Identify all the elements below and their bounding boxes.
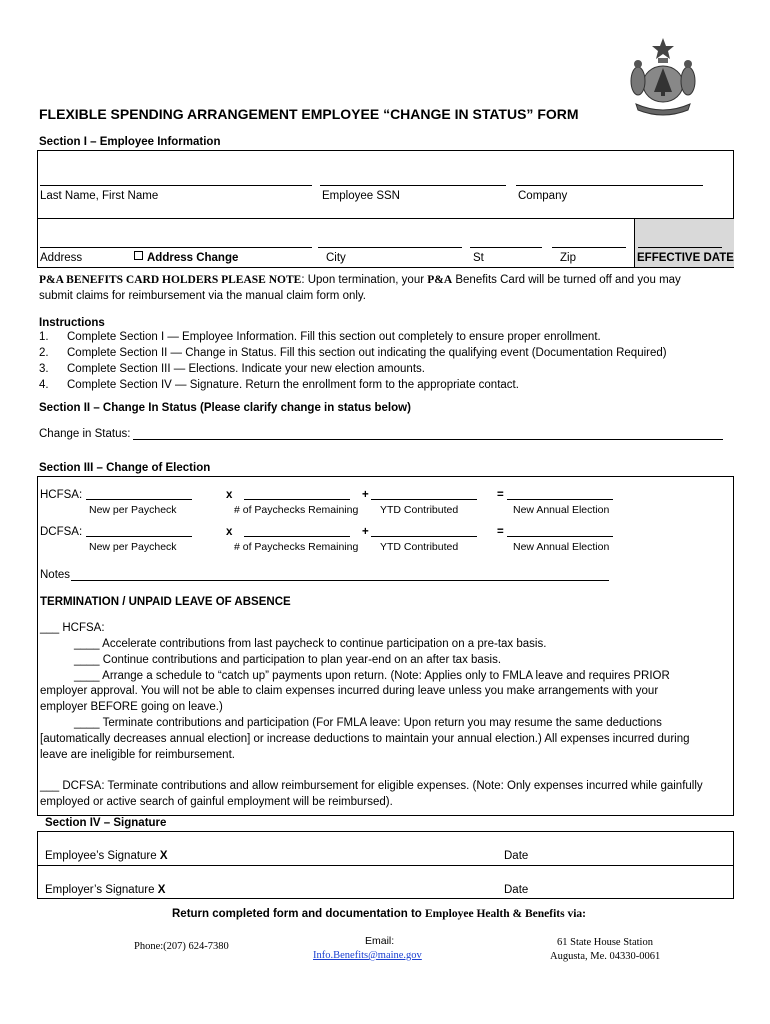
instruction-text-3: Complete Section III — Elections. Indicate your new election amounts.	[67, 363, 425, 375]
effective-date-label: EFFECTIVE DATE	[637, 252, 734, 264]
hcfsa-ytd-field[interactable]	[371, 499, 477, 500]
dcfsa-label: DCFSA:	[40, 526, 83, 538]
instructions-heading: Instructions	[39, 317, 105, 329]
dcfsa-paychecks-field[interactable]	[244, 536, 350, 537]
employer-signature-label: Employer’s Signature	[45, 884, 158, 896]
hcfsa-plus: +	[362, 489, 369, 501]
return-instructions	[172, 907, 586, 921]
hcfsa-paychecks-label: # of Paychecks Remaining	[234, 504, 359, 516]
dcfsa-equals: =	[497, 526, 504, 538]
termination-opt3-b: employer approval. You will not be able to claim expenses incurred during leave unless you make arrangements with your	[40, 685, 659, 697]
dcfsa-ytd-field[interactable]	[371, 536, 477, 537]
employer-date-label[interactable]: Date	[504, 884, 529, 896]
address-change-checkbox[interactable]	[134, 251, 238, 265]
termination-hcfsa[interactable]: ___ HCFSA:	[40, 622, 105, 634]
dcfsa-plus: +	[362, 526, 369, 538]
termination-opt4-c: leave are ineligible for reimbursement.	[40, 749, 235, 761]
ssn-label: Employee SSN	[322, 190, 400, 202]
hcfsa-equals: =	[497, 489, 504, 501]
name-field[interactable]	[40, 185, 312, 186]
change-status-field[interactable]	[133, 439, 723, 440]
return-org: Employee Health & Benefits via:	[425, 908, 586, 920]
employer-signature-field[interactable]	[45, 883, 165, 897]
address-change-label: Address Change	[147, 252, 239, 264]
company-label: Company	[518, 190, 568, 202]
employee-signature-label: Employee’s Signature	[45, 850, 160, 862]
pa-note-line2: submit claims for reimbursement via the manual claim form only.	[39, 290, 367, 302]
pa-note	[39, 273, 681, 287]
hcfsa-label: HCFSA:	[40, 489, 83, 501]
termination-opt3-c: employer BEFORE going on leave.)	[40, 701, 223, 713]
instruction-text-2: Complete Section II — Change in Status. Fill this section out indicating the qualifying event (Documentation Required)	[67, 347, 667, 359]
dcfsa-per-paycheck-field[interactable]	[86, 536, 192, 537]
return-text: Return completed form and documentation to	[172, 908, 426, 920]
hcfsa-annual-label: New Annual Election	[513, 504, 610, 516]
zip-field[interactable]	[552, 247, 626, 248]
email-link[interactable]: Info.Benefits@maine.gov	[313, 950, 422, 961]
hcfsa-per-paycheck-field[interactable]	[86, 499, 192, 500]
state-label: St	[473, 252, 484, 264]
termination-heading: TERMINATION / UNPAID LEAVE OF ABSENCE	[40, 596, 291, 608]
form-title: FLEXIBLE SPENDING ARRANGEMENT EMPLOYEE “CHANGE IN STATUS” FORM	[39, 106, 579, 122]
section3-heading: Section III – Change of Election	[39, 462, 211, 474]
hcfsa-ytd-label: YTD Contributed	[380, 504, 459, 516]
checkbox-icon[interactable]	[134, 251, 143, 260]
instruction-num-4: 4.	[39, 379, 49, 391]
dcfsa-annual-label: New Annual Election	[513, 541, 610, 553]
city-field[interactable]	[318, 247, 462, 248]
notes-label: Notes	[40, 569, 71, 581]
termination-dcfsa-a[interactable]: ___ DCFSA: Terminate contributions and allow reimbursement for eligible expenses. (Note: Only expenses incurred while gainfully	[40, 780, 703, 792]
notes-field[interactable]	[71, 580, 609, 581]
footer-email-label: Email:	[365, 935, 395, 947]
section1-heading: Section I – Employee Information	[39, 136, 221, 148]
dcfsa-annual-field[interactable]	[507, 536, 613, 537]
pa-note-bold: P&A BENEFITS CARD HOLDERS PLEASE NOTE	[39, 274, 302, 286]
footer-email-link[interactable]	[313, 949, 422, 963]
address-field[interactable]	[40, 247, 312, 248]
ssn-field[interactable]	[320, 185, 506, 186]
termination-opt3-a[interactable]: ____ Arrange a schedule to “catch up” payments upon return. (Note: Applies only to FMLA leave and requires PRIOR	[74, 670, 670, 682]
hcfsa-per-paycheck-label: New per Paycheck	[89, 504, 177, 516]
pa-note-pa: P&A	[427, 274, 453, 286]
maine-state-seal-icon	[628, 36, 698, 116]
employer-signature-x: X	[157, 884, 166, 896]
company-field[interactable]	[516, 185, 703, 186]
hcfsa-paychecks-field[interactable]	[244, 499, 350, 500]
change-status-label: Change in Status:	[39, 428, 131, 440]
hcfsa-annual-field[interactable]	[507, 499, 613, 500]
pa-note-text1: : Upon termination, your	[301, 274, 428, 286]
dcfsa-times: x	[226, 526, 233, 538]
pa-note-text2: Benefits Card will be turned off and you may	[452, 274, 681, 286]
name-label: Last Name, First Name	[40, 190, 159, 202]
effective-date-field[interactable]	[638, 247, 722, 248]
termination-opt1[interactable]: ____ Accelerate contributions from last paycheck to continue participation on a pre-tax basis.	[74, 638, 547, 650]
termination-opt2[interactable]: ____ Continue contributions and participation to plan year-end on an after tax basis.	[74, 654, 502, 666]
footer-phone: Phone:(207) 624-7380	[134, 941, 229, 952]
dcfsa-per-paycheck-label: New per Paycheck	[89, 541, 177, 553]
address-label: Address	[40, 252, 83, 264]
city-label: City	[326, 252, 346, 264]
termination-dcfsa-b: employed or active search of gainful employment will be reimbursed).	[40, 796, 393, 808]
footer-address2: Augusta, Me. 04330-0061	[550, 951, 661, 962]
instruction-num-2: 2.	[39, 347, 49, 359]
dcfsa-ytd-label: YTD Contributed	[380, 541, 459, 553]
footer-address1: 61 State House Station	[557, 937, 653, 948]
instruction-num-3: 3.	[39, 363, 49, 375]
employee-date-label[interactable]: Date	[504, 850, 529, 862]
employee-signature-x: X	[159, 850, 168, 862]
dcfsa-paychecks-label: # of Paychecks Remaining	[234, 541, 359, 553]
state-field[interactable]	[470, 247, 542, 248]
instruction-text-4: Complete Section IV — Signature. Return the enrollment form to the appropriate contact.	[67, 379, 519, 391]
termination-opt4-a[interactable]: ____ Terminate contributions and participation (For FMLA leave: Upon return you may resume the same deductions	[74, 717, 662, 729]
hcfsa-times: x	[226, 489, 233, 501]
instruction-num-1: 1.	[39, 331, 49, 343]
employee-signature-field[interactable]	[45, 849, 168, 863]
termination-opt4-b: [automatically decreases annual election] or increase deductions to maintain your annual election.) All expenses incurred during	[40, 733, 690, 745]
section2-heading: Section II – Change In Status (Please clarify change in status below)	[39, 402, 411, 414]
zip-label: Zip	[560, 252, 576, 264]
instruction-text-1: Complete Section I — Employee Information. Fill this section out completely to ensure proper enrollment.	[67, 331, 601, 343]
section4-heading: Section IV – Signature	[45, 817, 167, 829]
